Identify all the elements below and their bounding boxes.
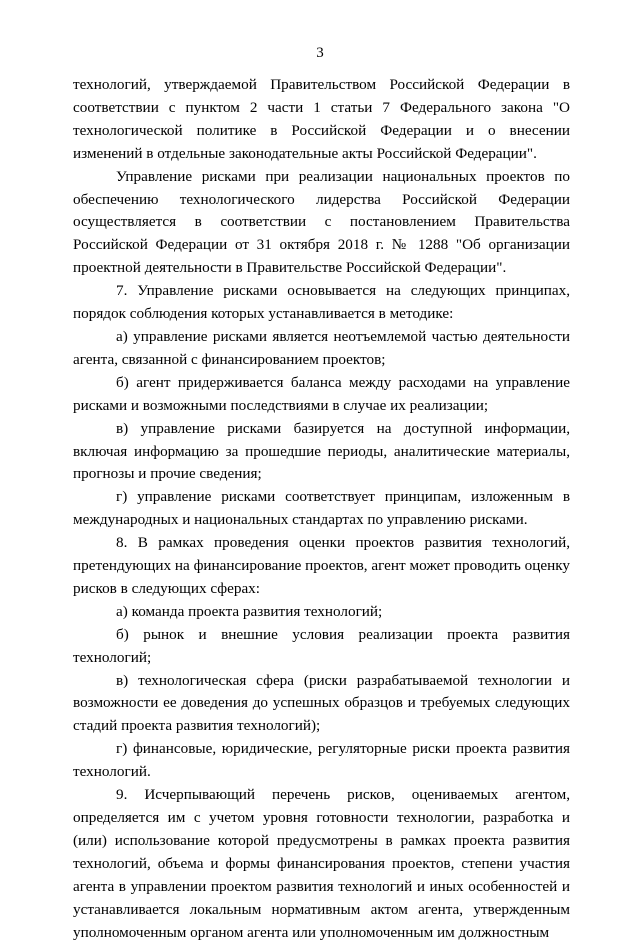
paragraph-continuation: технологий, утверждаемой Правительством Российской Федерации в соответствии с пунктом 2 части 1 статьи 7 Федерального закона "О технологической политике в Российской Федерации и о внесении изменений в отдельные законодательные акты Российской Федерации". (73, 76, 570, 162)
paragraph-risk-management-national-projects: Управление рисками при реализации национальных проектов по обеспечению технологического лидерства Российской Федерации осуществляется в соответствии с постановлением Правительства Российской Федерации от 31 октября 2018 г. № 1288 "Об организации проектной деятельности в Правительстве Российской Федерации". (73, 167, 570, 277)
paragraph-clause-8: 8. В рамках проведения оценки проектов развития технологий, претендующих на финансирование проектов, агент может проводить оценку рисков в следующих сферах: (73, 534, 570, 597)
list-item-7c: в) управление рисками базируется на доступной информации, включая информацию за прошедшие периоды, аналитические материалы, прогнозы и прочие сведения; (73, 419, 570, 483)
list-item-8b: б) рынок и внешние условия реализации проекта развития технологий; (73, 625, 570, 666)
paragraph-clause-9: 9. Исчерпывающий перечень рисков, оцениваемых агентом, определяется им с учетом уровня готовности технологии, разработка и (или) использование которой предусмотрены в рамках проекта развития технологий, объема и формы финансирования проектов, степени участия агента в управлении проектом развития технологий и иных особенностей и устанавливается локальным нормативным актом агента, утвержденным уполномоченным органом агента или уполномоченным им должностным (73, 786, 570, 941)
page-number: 3 (316, 45, 324, 61)
document-body (73, 74, 570, 944)
list-item-8d: г) финансовые, юридические, регуляторные риски проекта развития технологий. (73, 740, 570, 781)
list-item-7b: б) агент придерживается баланса между расходами на управление рисками и возможными последствиями в случае их реализации; (73, 373, 570, 414)
list-item-7a: а) управление рисками является неотъемлемой частью деятельности агента, связанной с финансированием проектов; (73, 327, 570, 368)
list-item-7d: г) управление рисками соответствует принципам, изложенным в международных и национальных стандартах по управлению рисками. (73, 488, 570, 529)
paragraph-clause-7: 7. Управление рисками основывается на следующих принципах, порядок соблюдения которых устанавливается в методике: (73, 282, 570, 323)
list-item-8c: в) технологическая сфера (риски разрабатываемой технологии и возможности ее доведения до успешных образцов и требуемых следующих стадий проекта развития технологий); (73, 671, 570, 735)
list-item-8a: а) команда проекта развития технологий; (116, 602, 383, 620)
